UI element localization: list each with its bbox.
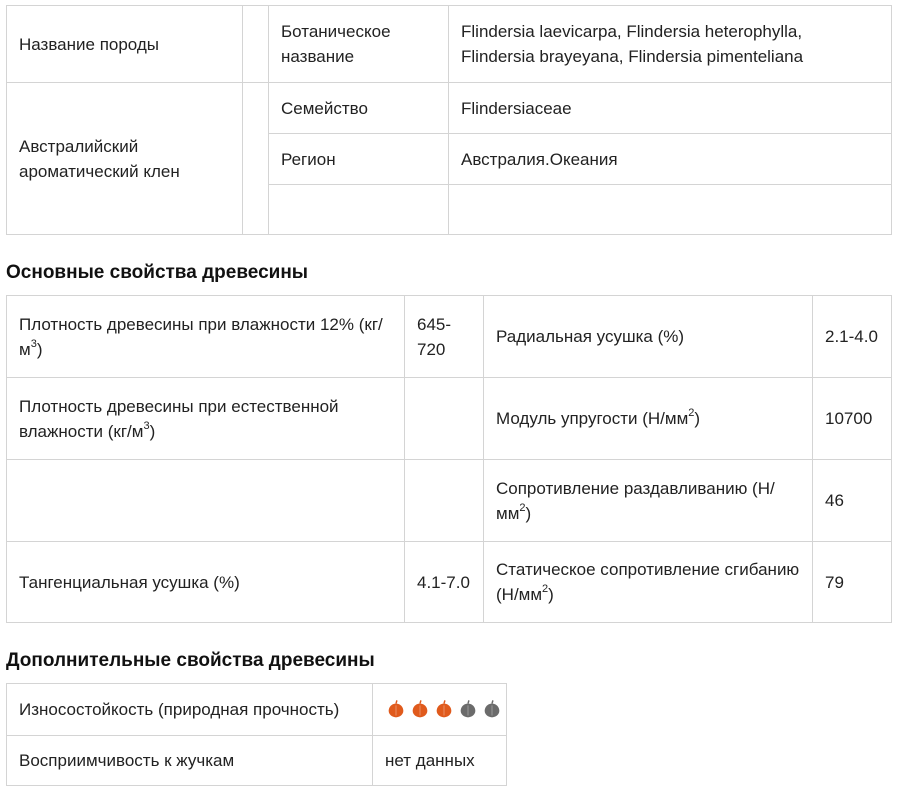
property-value: 4.1-7.0 [405,542,484,623]
property-value: 645-720 [405,296,484,378]
botanical-value: Flindersia laevicarpa, Flindersia heterophylla, Flindersia brayeyana, Flindersia pimenteliana [449,6,892,83]
table-row [7,460,892,542]
property-value: 10700 [813,378,892,460]
region-label: Регион [269,134,449,185]
property-value [405,378,484,460]
spacer-cell [243,83,269,235]
property-label: Плотность древесины при влажности 12% $(кг/м^3)$ [7,296,405,378]
table-row [7,378,892,460]
property-label: Плотность древесины при естественной влажности $(кг/м^3)$ [7,378,405,460]
property-label: Статическое сопротивление сгибанию $(Н/мм^2)$ [484,542,813,623]
leaf-icon [433,699,455,721]
beetle-value: нет данных [373,736,507,786]
region-value: Австралия.Океания [449,134,892,185]
table-row [7,542,892,623]
durability-label: Износостойкость (природная прочность) [7,684,373,736]
property-label: Модуль упругости $(Н/мм^2)$ [484,378,813,460]
property-label: Сопротивление раздавливанию $(Н/мм^2)$ [484,460,813,542]
botanical-label: Ботаническое название [269,6,449,83]
leaf-icon [385,699,407,721]
main-properties-table [6,295,892,623]
breed-info-table [6,5,892,235]
extra-properties-heading: Дополнительные свойства древесины [6,650,375,671]
table-row [7,6,892,83]
durability-rating [373,684,507,736]
table-row [7,296,892,378]
table-row [7,684,507,736]
property-label: Тангенциальная усушка (%) [7,542,405,623]
leaf-icon [481,699,503,721]
leaf-icon [409,699,431,721]
leaf-icon [457,699,479,721]
property-value [405,460,484,542]
property-value: 2.1-4.0 [813,296,892,378]
spacer-cell [243,6,269,83]
beetle-label: Восприимчивость к жучкам [7,736,373,786]
empty-value [449,185,892,235]
table-row [7,83,892,134]
empty-label [269,185,449,235]
property-label: Радиальная усушка (%) [484,296,813,378]
property-value: 79 [813,542,892,623]
breed-label: Название породы [7,6,243,83]
family-label: Семейство [269,83,449,134]
property-label [7,460,405,542]
property-value: 46 [813,460,892,542]
breed-name: Австралийский ароматический клен [7,83,243,235]
leaf-rating [385,699,494,721]
extra-properties-table [6,683,507,786]
table-row [7,736,507,786]
main-properties-heading: Основные свойства древесины [6,262,309,283]
family-value: Flindersiaceae [449,83,892,134]
